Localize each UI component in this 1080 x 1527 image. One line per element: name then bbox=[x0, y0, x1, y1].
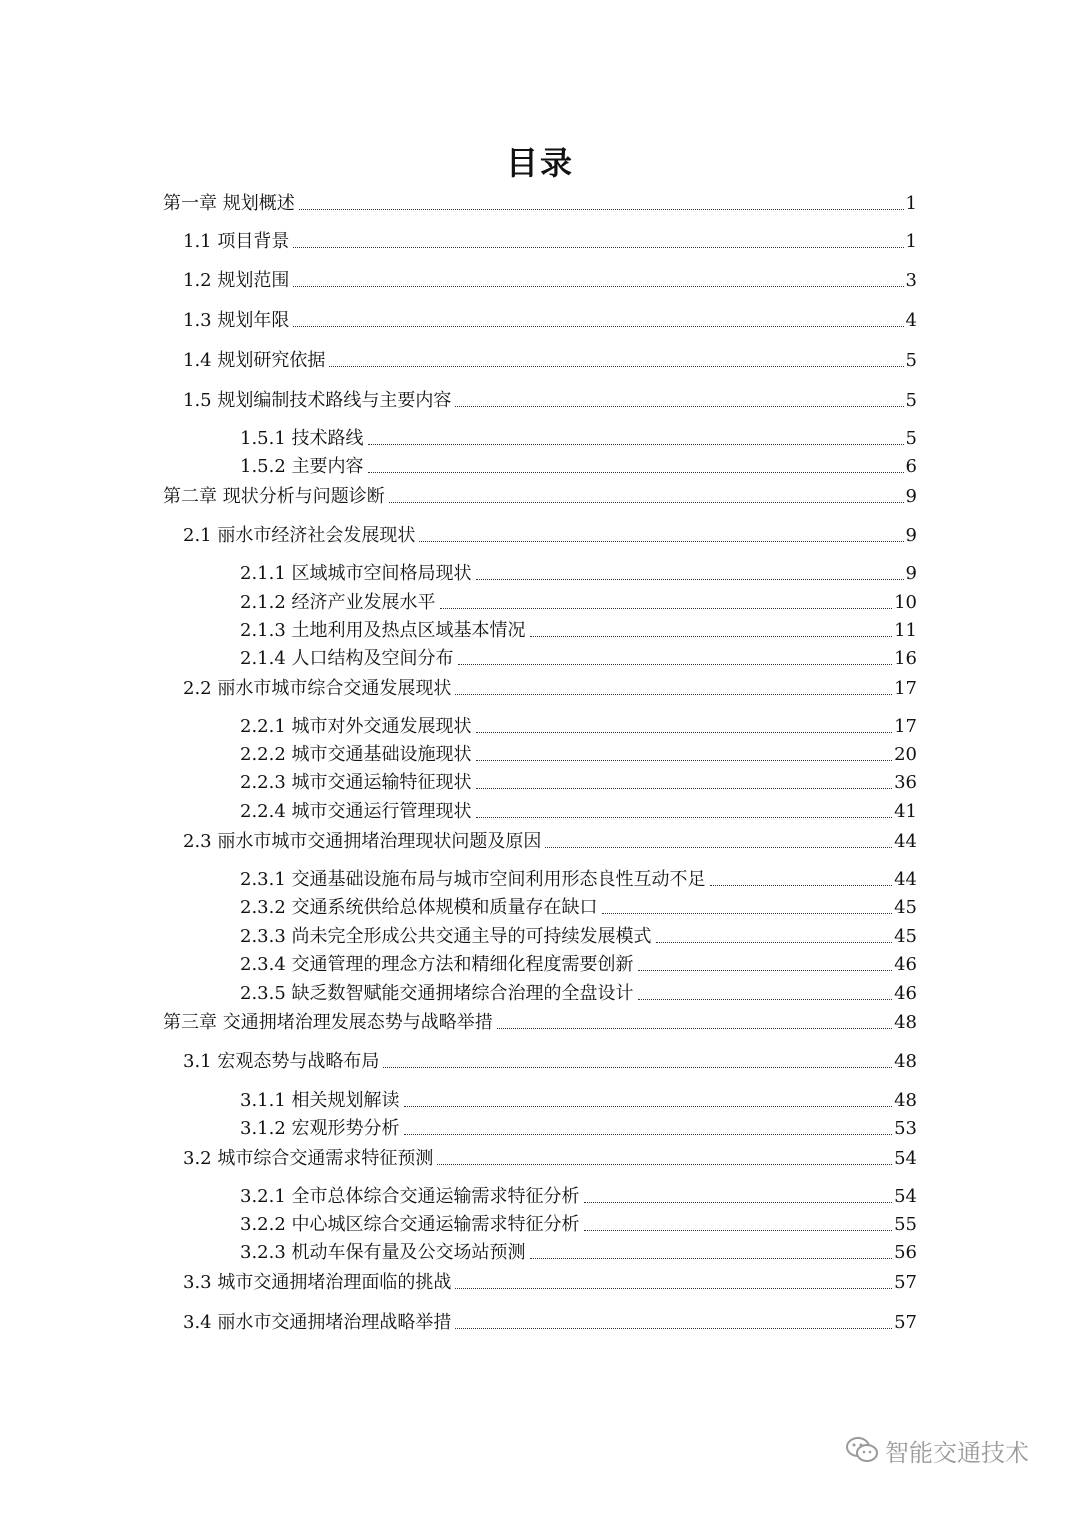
dot-leader bbox=[584, 1201, 893, 1203]
dot-leader bbox=[455, 693, 892, 695]
toc-entry[interactable] bbox=[183, 674, 917, 700]
dot-leader bbox=[404, 1133, 893, 1135]
dot-leader bbox=[419, 540, 903, 542]
toc-entry-page: 17 bbox=[894, 716, 917, 737]
toc-entry-label: 1.5 规划编制技术路线与主要内容 bbox=[183, 390, 452, 411]
toc-entry-page: 4 bbox=[905, 310, 917, 331]
dot-leader bbox=[638, 998, 893, 1000]
toc-entry[interactable] bbox=[240, 740, 917, 766]
toc-entry-label: 2.1.2 经济产业发展水平 bbox=[240, 592, 436, 613]
dot-leader bbox=[440, 607, 893, 609]
wechat-icon bbox=[845, 1436, 879, 1464]
toc-entry-label: 第一章 规划概述 bbox=[163, 193, 295, 214]
toc-entry[interactable] bbox=[240, 1114, 917, 1140]
toc-entry-page: 11 bbox=[894, 620, 917, 641]
toc-entry-label: 2.1.1 区域城市空间格局现状 bbox=[240, 563, 472, 584]
dot-leader bbox=[476, 787, 893, 789]
toc-entry[interactable] bbox=[240, 865, 917, 891]
toc-entry-label: 2.3.3 尚未完全形成公共交通主导的可持续发展模式 bbox=[240, 926, 652, 947]
toc-entry-page: 45 bbox=[894, 897, 917, 918]
toc-entry[interactable] bbox=[163, 482, 917, 508]
toc-entry[interactable] bbox=[240, 893, 917, 919]
toc-entry-label: 3.2.3 机动车保有量及公交场站预测 bbox=[240, 1242, 526, 1263]
watermark-text: 智能交通技术 bbox=[885, 1438, 1029, 1467]
toc-entry[interactable] bbox=[240, 616, 917, 642]
toc-entry[interactable] bbox=[240, 979, 917, 1005]
toc-entry-page: 41 bbox=[894, 801, 917, 822]
dot-leader bbox=[530, 635, 893, 637]
toc-entry-label: 3.1.1 相关规划解读 bbox=[240, 1090, 400, 1111]
toc-entry-page: 5 bbox=[905, 390, 917, 411]
toc-entry-page: 10 bbox=[894, 592, 917, 613]
toc-entry-label: 1.5.2 主要内容 bbox=[240, 456, 364, 477]
toc-entry-page: 45 bbox=[894, 926, 917, 947]
toc-entry[interactable] bbox=[163, 189, 917, 215]
toc-entry[interactable] bbox=[240, 712, 917, 738]
dot-leader bbox=[530, 1257, 893, 1259]
toc-entry[interactable] bbox=[240, 950, 917, 976]
toc-entry[interactable] bbox=[183, 266, 917, 292]
dot-leader bbox=[455, 405, 903, 407]
toc-entry-label: 2.1.4 人口结构及空间分布 bbox=[240, 648, 454, 669]
toc-entry[interactable] bbox=[183, 346, 917, 372]
toc-entry-page: 36 bbox=[894, 772, 917, 793]
toc-entry-label: 2.2.1 城市对外交通发展现状 bbox=[240, 716, 472, 737]
toc-entry-label: 2.3.2 交通系统供给总体规模和质量存在缺口 bbox=[240, 897, 598, 918]
toc-entry-page: 55 bbox=[894, 1214, 917, 1235]
toc-entry-page: 16 bbox=[894, 648, 917, 669]
toc-entry-page: 46 bbox=[894, 983, 917, 1004]
toc-entry[interactable] bbox=[183, 1047, 917, 1073]
toc-entry-page: 54 bbox=[894, 1186, 917, 1207]
toc-entry-label: 第二章 现状分析与问题诊断 bbox=[163, 486, 385, 507]
toc-entry[interactable] bbox=[183, 1144, 917, 1170]
toc-entry[interactable] bbox=[240, 1238, 917, 1264]
toc-entry[interactable] bbox=[183, 1308, 917, 1334]
dot-leader bbox=[656, 941, 893, 943]
dot-leader bbox=[404, 1105, 893, 1107]
dot-leader bbox=[584, 1229, 893, 1231]
dot-leader bbox=[476, 759, 893, 761]
dot-leader bbox=[710, 884, 893, 886]
toc-entry-page: 56 bbox=[894, 1242, 917, 1263]
toc-entry-page: 1 bbox=[905, 193, 917, 214]
toc-entry-page: 48 bbox=[894, 1090, 917, 1111]
toc-entry-label: 2.1 丽水市经济社会发展现状 bbox=[183, 525, 416, 546]
toc-entry-label: 2.2.4 城市交通运行管理现状 bbox=[240, 801, 472, 822]
dot-leader bbox=[368, 443, 904, 445]
toc-entry-label: 3.2.1 全市总体综合交通运输需求特征分析 bbox=[240, 1186, 580, 1207]
toc-entry-label: 1.5.1 技术路线 bbox=[240, 428, 364, 449]
toc-entry[interactable] bbox=[163, 1008, 917, 1034]
dot-leader bbox=[383, 1066, 892, 1068]
toc-entry-page: 5 bbox=[905, 350, 917, 371]
dot-leader bbox=[455, 1327, 892, 1329]
toc-entry-page: 5 bbox=[905, 428, 917, 449]
dot-leader bbox=[476, 578, 904, 580]
toc-entry-label: 2.2.3 城市交通运输特征现状 bbox=[240, 772, 472, 793]
toc-entry-label: 1.1 项目背景 bbox=[183, 231, 290, 252]
toc-entry-page: 44 bbox=[894, 831, 917, 852]
toc-entry-label: 1.4 规划研究依据 bbox=[183, 350, 326, 371]
toc-entry-label: 1.2 规划范围 bbox=[183, 270, 290, 291]
toc-entry-label: 3.1 宏观态势与战略布局 bbox=[183, 1051, 380, 1072]
toc-entry[interactable] bbox=[240, 1086, 917, 1112]
toc-entry[interactable] bbox=[240, 588, 917, 614]
dot-leader bbox=[437, 1163, 892, 1165]
dot-leader bbox=[293, 246, 903, 248]
dot-leader bbox=[293, 285, 903, 287]
toc-entry-page: 6 bbox=[905, 456, 917, 477]
toc-entry[interactable] bbox=[240, 452, 917, 478]
toc-entry-page: 9 bbox=[905, 563, 917, 584]
dot-leader bbox=[545, 846, 892, 848]
toc-entry[interactable] bbox=[183, 827, 917, 853]
dot-leader bbox=[368, 471, 904, 473]
toc-entry[interactable] bbox=[183, 306, 917, 332]
toc-entry-label: 2.1.3 土地利用及热点区域基本情况 bbox=[240, 620, 526, 641]
toc-entry[interactable] bbox=[240, 922, 917, 948]
toc-entry-label: 2.3 丽水市城市交通拥堵治理现状问题及原因 bbox=[183, 831, 542, 852]
toc-entry-label: 2.3.5 缺乏数智赋能交通拥堵综合治理的全盘设计 bbox=[240, 983, 634, 1004]
toc-entry[interactable] bbox=[240, 559, 917, 585]
toc-entry[interactable] bbox=[183, 386, 917, 412]
toc-entry-page: 53 bbox=[894, 1118, 917, 1139]
toc-entry[interactable] bbox=[240, 797, 917, 823]
toc-entry[interactable] bbox=[183, 1268, 917, 1294]
toc-entry-label: 3.3 城市交通拥堵治理面临的挑战 bbox=[183, 1272, 452, 1293]
dot-leader bbox=[329, 365, 903, 367]
dot-leader bbox=[293, 325, 903, 327]
toc-entry-page: 20 bbox=[894, 744, 917, 765]
toc-entry[interactable] bbox=[240, 424, 917, 450]
dot-leader bbox=[389, 501, 904, 503]
toc-entry-label: 3.4 丽水市交通拥堵治理战略举措 bbox=[183, 1312, 452, 1333]
toc-entry-page: 9 bbox=[905, 525, 917, 546]
toc-entry[interactable] bbox=[183, 521, 917, 547]
toc-entry-label: 2.3.1 交通基础设施布局与城市空间利用形态良性互动不足 bbox=[240, 869, 706, 890]
toc-entry-page: 57 bbox=[894, 1272, 917, 1293]
toc-entry-page: 3 bbox=[905, 270, 917, 291]
watermark bbox=[845, 1432, 1029, 1468]
toc-entry-page: 48 bbox=[894, 1012, 917, 1033]
page-title: 目录 bbox=[505, 144, 574, 182]
toc-entry[interactable] bbox=[240, 1182, 917, 1208]
toc-entry[interactable] bbox=[183, 227, 917, 253]
dot-leader bbox=[299, 208, 904, 210]
toc-entry-label: 2.2.2 城市交通基础设施现状 bbox=[240, 744, 472, 765]
toc-entry-page: 44 bbox=[894, 869, 917, 890]
toc-entry-page: 46 bbox=[894, 954, 917, 975]
toc-entry-page: 1 bbox=[905, 231, 917, 252]
toc-entry[interactable] bbox=[240, 1210, 917, 1236]
dot-leader bbox=[638, 969, 893, 971]
dot-leader bbox=[458, 663, 893, 665]
dot-leader bbox=[455, 1287, 892, 1289]
toc-entry-label: 3.1.2 宏观形势分析 bbox=[240, 1118, 400, 1139]
toc-entry-label: 1.3 规划年限 bbox=[183, 310, 290, 331]
toc-entry-page: 9 bbox=[905, 486, 917, 507]
toc-entry-label: 2.2 丽水市城市综合交通发展现状 bbox=[183, 678, 452, 699]
dot-leader bbox=[602, 912, 893, 914]
toc-entry-page: 48 bbox=[894, 1051, 917, 1072]
toc-entry-label: 3.2.2 中心城区综合交通运输需求特征分析 bbox=[240, 1214, 580, 1235]
toc-entry-page: 54 bbox=[894, 1148, 917, 1169]
dot-leader bbox=[497, 1027, 892, 1029]
toc-entry[interactable] bbox=[240, 768, 917, 794]
dot-leader bbox=[476, 731, 893, 733]
toc-entry-page: 57 bbox=[894, 1312, 917, 1333]
dot-leader bbox=[476, 816, 893, 818]
toc-entry[interactable] bbox=[240, 644, 917, 670]
toc-entry-page: 17 bbox=[894, 678, 917, 699]
toc-entry-label: 第三章 交通拥堵治理发展态势与战略举措 bbox=[163, 1012, 493, 1033]
toc-entry-label: 2.3.4 交通管理的理念方法和精细化程度需要创新 bbox=[240, 954, 634, 975]
toc-entry-label: 3.2 城市综合交通需求特征预测 bbox=[183, 1148, 434, 1169]
